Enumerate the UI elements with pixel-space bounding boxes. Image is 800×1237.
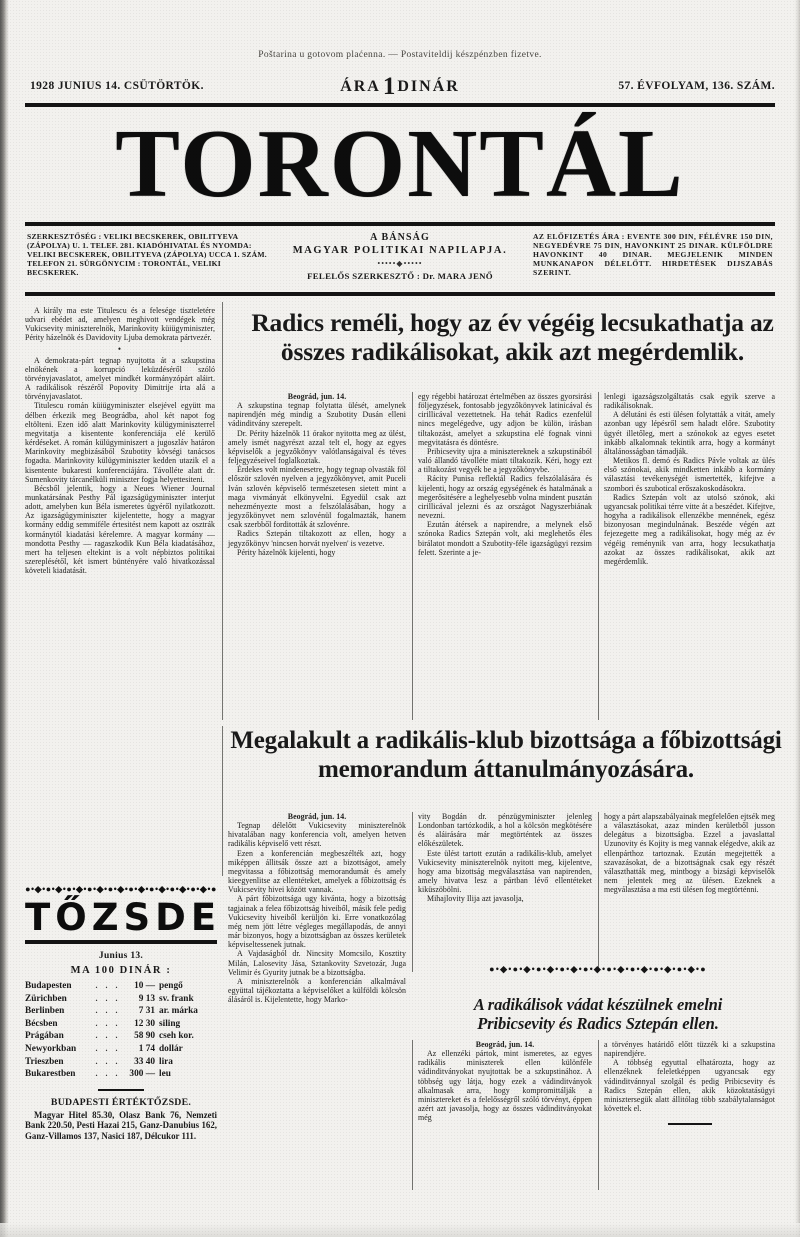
table-row bbox=[25, 1030, 217, 1043]
column-rule-7 bbox=[598, 1040, 599, 1190]
paragraph: egy régebbi határozat értelmében az összes gyorsirási följegyzések, fontosabb jegyzőkönyvek latinicával és cirillicával vezettetnek. Ha tehát Radics ezenfelül nincs megelégedve, ugy adjon be külön, irásban tiltakozást, amelyet a szkupstina elé fognak vinni megvitatásra és döntésre. bbox=[418, 392, 592, 447]
tozsde-title: TŐZSDE bbox=[25, 896, 222, 939]
paragraph: A király ma este Titulescu és a felesége tiszteletére udvari ebédet ad, amelyen meghivott vendégek még Vukicsevity miniszterelnök, Marinkovity küiügyminiszter, Périty házelnök és Davidovity Ljuba demokrata pártvezér. bbox=[25, 306, 215, 343]
paragraph: Rácity Punisa reflektál Radics felszólalására és kijelenti, hogy az ország egységének és hatalmának a megerősitésére a leghelyesebb volna mindent pusztán cirillicával jelezni és az országot Nagyszerbiának nevezni. bbox=[418, 474, 592, 521]
fx-leader-dots: . . . bbox=[95, 993, 121, 1003]
table-row bbox=[25, 993, 217, 1006]
fx-city: Budapesten bbox=[25, 981, 72, 991]
fx-value: 1 74 bbox=[138, 1043, 155, 1054]
ornament-divider: •••••◆••••• bbox=[377, 259, 423, 268]
masthead-info-bar bbox=[25, 232, 775, 288]
fx-city: Bukarestben bbox=[25, 1069, 76, 1080]
column-rule-1 bbox=[222, 302, 223, 720]
paragraph: Périty házelnök kijelenti, hogy bbox=[237, 547, 336, 557]
paragraph: Mihajlovity Ilija azt javasolja, bbox=[427, 894, 524, 904]
tozsde-subtitle: MA 100 DINÁR : bbox=[70, 965, 172, 976]
fx-leader-dots: . . . bbox=[95, 1031, 121, 1041]
article-second-column-2 bbox=[228, 812, 406, 1004]
paragraph: Radics Sztepán volt az utolsó szónok, aki ugyancsak politikai térre vitte át a beszédet. Kifejtve, hogyha a radikálisok ellenzékbe mennének, egész bizonyosan megindulnának. Beszéde végén azt fejezegette meg a radikálisokat, hogy még az év végéig reménynik van arra, hogy lecsukathatja azokat az összes radikálisokat, akik azt megérdemlik. bbox=[604, 492, 775, 566]
paragraph: Radics Sztepán tiltakozott az ellen, hogy a jegyzőkönyv 'nincsen horvát nyelven' is vezetve. bbox=[228, 529, 406, 548]
paragraph: A többség egyuttal elhatározta, hogy az ellenzéknek feleletképpen ugyancsak egy vádinditvánnyal szolgál és pedig Pribicsevity és Radics Sztepán ellen, akik közoktatásügyi minisztersegük alatt állitólag több szabálytalanságot követtek el. bbox=[604, 1058, 775, 1114]
fx-value: 9 13 bbox=[138, 993, 155, 1004]
fx-city: Bécsben bbox=[25, 1018, 58, 1029]
paragraph: A Vajdaságból dr. Nincsity Momcsilo, Kosztity Milán, Lalosevity Jása, Sztankovity Szvetozár, Juga Velimir és Gyurity jutnak be a bizottságba. bbox=[228, 949, 406, 977]
column-rule-3 bbox=[598, 392, 599, 720]
fx-currency: siling bbox=[159, 1018, 181, 1029]
fx-city: Trieszben bbox=[25, 1056, 64, 1067]
section-divider-rule bbox=[98, 1089, 144, 1091]
article-second-column-4 bbox=[604, 812, 775, 894]
price-value: 1 bbox=[382, 73, 396, 100]
paragraph: Pribicsevity ujra a minisztereknek a szkupstinából való állandó távolléte miatt tiltakozik. Kéri, hogy ezt a tiltakozást vegyék be a jegyzőkönyvbe. bbox=[418, 446, 592, 475]
editorial-office-info: SZERKESZTŐSÉG : VELIKI BECSKEREK, OBILITYEVA (ZÁPOLYA) U. 1. TELEF. 281. KIADÓHIVATAL ÉS NYOMDA: VELIKI BECSKEREK, OBILITYEVA (ZÁPOLYA) UCCA 1. SZÁM. TELEFON 21. SÜRGÖNYCIM : TORONTÁL, VELIKI BECSKEREK. bbox=[27, 232, 267, 278]
tozsde-underline bbox=[25, 940, 217, 944]
paragraph: hogy a párt alapszabályainak megfelelően ejtsék meg a választásokat, azaz minden kerületből jusson delegátus a bizottságba. Ezzel a javaslattal Uzunovity és Kojity is meg vannak elégedve, akik az ellenpárthoz tartoznak. Ezután megejtették a szavazásokat, de a bizottságnak csak egy részét választhatták meg, mintbogy a bizsági képviselők nem jelentek meg az ülésen. Ezeknek a megválasztása a ma esti ülésen fog megtörténni. bbox=[604, 812, 775, 895]
subtitle-line-2: MAGYAR POLITIKAI NAPILAPJA. bbox=[292, 245, 508, 256]
tozsde-ornament-rule: ●•◆•●•◆•●•◆•●•◆•●•◆•●•◆•●•◆•●•◆•●•◆•● bbox=[25, 884, 217, 894]
paragraph: Tegnap délelőtt Vukicsevity miniszterelnök hivatalában nagy konferencia volt, amelyen hetven radikális képviselő vett részt. bbox=[228, 821, 406, 849]
column-1-upper bbox=[25, 306, 215, 575]
paragraph: Ezen a konferencián megbeszélték azt, hogy miképpen állitsák össze azt a bizottságot, amely megvitassa a főbizottság memorandumát és amely kieegyenlitse az ellentéteket, amelyek a főbizottság és Vukicsevity hivei között vannak. bbox=[228, 848, 406, 895]
paragraph: A demokrata-párt tegnap nyujtotta át a szkupstina elnökének a korrupció leküzdéséről szóló törvényjavaslatot, amelyet mindkét kormányzópárt aláirt. A radikálisok részéről Popovity Dimitrije irta alá a törvényjavaslatot. bbox=[25, 355, 215, 402]
price-label-post: DINÁR bbox=[397, 78, 460, 95]
headline-third-line-2: Pribicsevity és Radics Sztepán ellen. bbox=[477, 1014, 719, 1033]
column-rule-2 bbox=[412, 392, 413, 720]
newspaper-title: TORONTÁL bbox=[115, 110, 685, 217]
fx-currency: cseh kor. bbox=[159, 1031, 194, 1042]
fx-currency: leu bbox=[159, 1069, 171, 1080]
paragraph: Ezután átérsek a napirendre, a melynek első szónoka Radics Sztepán volt, aki meglehetős éles birálatot mondott a Szubotity-féle igazságügyi rezsim felett. Szerinte a je- bbox=[418, 520, 592, 557]
fx-city: Zürichben bbox=[25, 993, 67, 1004]
fx-leader-dots: . . . bbox=[95, 981, 121, 990]
fx-city: Prágában bbox=[25, 1031, 64, 1042]
article-second-column-3 bbox=[418, 812, 592, 904]
fx-currency: lira bbox=[159, 1056, 173, 1067]
fx-value: 12 30 bbox=[134, 1018, 155, 1029]
budapest-exchange-title: BUDAPESTI ÉRTÉKTŐZSDE. bbox=[50, 1096, 192, 1108]
paragraph: Az ellenzéki pártok, mint ismeretes, az egyes radikális miniszterek ellen különféle vádinditványokat nyujtottak be a szkupstinához. A többség ugy látja, hogy ezek a vádinditványok alkalmasak arra, hogy kompromittálják a minisztereket és a felelősségről szóló törvényt, éppen azért azt javasolja, hogy az összes vádinditványokat még bbox=[418, 1049, 592, 1123]
fx-leader-dots: . . . bbox=[95, 1056, 121, 1066]
table-row bbox=[25, 1005, 217, 1018]
article-main-column-2 bbox=[228, 392, 406, 557]
column-rule-8 bbox=[412, 1040, 413, 1190]
fx-city: Berlinben bbox=[25, 1006, 65, 1017]
dateline: Beográd, jun. 14. bbox=[287, 812, 347, 821]
scan-edge-bottom bbox=[0, 1223, 800, 1237]
scan-edge-right bbox=[794, 0, 800, 1237]
postal-notice: Poštarina u gotovom plaćenna. — Postaviteldij készpénzben fizetve. bbox=[258, 50, 542, 60]
fx-leader-dots: . . . bbox=[95, 1043, 121, 1053]
fx-currency: ar. márka bbox=[159, 1006, 198, 1017]
paragraph: Érdekes volt mindenesetre, hogy tegnap olvasták föl először szlovén nyelven a jegyzőkönyvet, amit Puceli Iván szlovén képviselő természetesen sietett mint a maga vivmányát elkönyvelni. Egyedül csak azt nehezményezte most a felszólalásában, hogy a jegyzőkönyvet nem szlovénül fogalmazták, hanem csak szerbből forditották át szlovénre. bbox=[228, 465, 406, 530]
masthead bbox=[25, 108, 775, 220]
article-third-column-4 bbox=[604, 1040, 775, 1125]
paragraph: Titulescu román küiügyminiszter elsejével együtt ma délben érkezik meg Beográdba, ahol két napot fog eltölteni. Ezen idő alatt Marinkovity külügyminiszterrel megvitatja a kisentente konferenciája elé kerülő kérdéseket. A román külügyminiszert a jugoszláv határon Marinkovity megbizásából Szubotity kövségi tanácsos fogadta. Marinkovity külügyminiszter kedden utazik el a kisentente bukaresti konferenciájára. Távolléte alatt dr. Sumenkovity tárcanélküli miniszter fogja helyettesiteni. bbox=[25, 401, 215, 484]
tozsde-date: Junius 13. bbox=[98, 951, 144, 961]
fx-currency: dollár bbox=[159, 1043, 183, 1054]
masthead-dateline-row bbox=[25, 73, 775, 102]
paragraph: A délutáni és esti ülésen folytatták a vitát, amely azonban ugy lépésről sem haladt előre. Szubotity ügyét illetőleg, mert a szónokok az egyes esetet inkább alkalomnak tekintik arra, hogy a kormányt általánosságban támadják. bbox=[604, 410, 775, 456]
paper-subtitle-block bbox=[280, 232, 520, 282]
paragraph: a törvényes határidő előtt tüzzék ki a szkupstina napirendjére. bbox=[604, 1040, 775, 1059]
masthead-top-rule bbox=[25, 103, 775, 107]
headline-third-line-1: A radikálisok vádat készülnek emelni bbox=[473, 995, 723, 1014]
issue-date: 1928 JUNIUS 14. CSÜTÖRTÖK. bbox=[30, 80, 204, 92]
fx-city: Newyorkban bbox=[25, 1043, 77, 1054]
column-rule-5 bbox=[412, 812, 413, 972]
subscription-price-info: AZ ELŐFIZETÉS ÁRA : EVENTE 300 DIN, FÉLÉVRE 150 DIN, NEGYEDÉVRE 75 DIN, HAVONKINT 25 DINAR. KÜLFÖLDRE HAVONKINT 40 DINAR. MEGJELENIK MINDEN MUNKANAPON DÉLELŐTT. HIRDETÉSEK DIJSZABÁS SZERINT. bbox=[533, 232, 773, 278]
paragraph: A párt főbizottsága ugy kivánta, hogy a bizottság tagjainak a felea főbizottság hiveiből, másik fele pedig Vukicsevity hiveiből kerüljön ki. Erre vonatkozólag még nem jött létre végleges megállapodás, de annyi már bizonyos, hogy a bizottságban az összes kerületek képviseltessenek jutnak. bbox=[228, 894, 406, 950]
fx-value: 10 — bbox=[134, 981, 155, 991]
fx-value: 58 90 bbox=[134, 1031, 155, 1042]
ornament-rule-third-article: ●•◆•●•◆•●•◆•●•◆•●•◆•●•◆•●•◆•●•◆•●•◆•● bbox=[489, 964, 707, 974]
paragraph: vity Bogdán dr. pénzügyminiszter jelenleg Londonban tartózkodik, a hol a kölcsön megkötésére és aláirására már megtörténtek az összes előkészületek. bbox=[418, 812, 592, 849]
column-rule-6 bbox=[598, 812, 599, 972]
paragraph: A miniszterelnök a konferencián alkalmával együttal tájékoztatta a képviselőket a külföldi kölcsön álásáról is. Kijelentette, hogy Marko- bbox=[228, 976, 406, 1005]
column-rule-4 bbox=[222, 726, 223, 876]
fx-value: 300 — bbox=[129, 1069, 155, 1080]
fx-value: 7 31 bbox=[138, 1006, 155, 1017]
currency-rate-table bbox=[25, 980, 217, 1081]
paragraph: Este ülést tartott ezután a radikális-klub, amelyet Vukicsevity miniszterelnök nyitott meg, kijelentve, hogy ama bizottság megválasztása van napirenden, amely hivatva lesz a pártban lévő ellentéteket kiküszöbölni. bbox=[418, 848, 592, 895]
paragraph-separator: • bbox=[117, 343, 123, 354]
infobar-bottom-rule bbox=[25, 292, 775, 296]
table-row bbox=[25, 1043, 217, 1056]
paragraph: A szkupstina tegnap folytatta ülését, amelynek napirendjén még mindig a Szubotity Dusán elleni vádinditvány szerepelt. bbox=[228, 401, 406, 429]
issue-number: 57. ÉVFOLYAM, 136. SZÁM. bbox=[618, 80, 775, 92]
scan-edge-left bbox=[0, 0, 9, 1237]
masthead-bottom-rule bbox=[25, 222, 775, 226]
article-main-column-4 bbox=[604, 392, 775, 566]
price-label-pre: ÁRA bbox=[340, 78, 381, 95]
article-third-column-3 bbox=[418, 1040, 592, 1122]
dateline: Beográd, jun. 14. bbox=[287, 392, 347, 401]
headline-main: Radics reméli, hogy az év végéig lecsukathatja az összes radikálisokat, akik azt megérdemlik. bbox=[251, 308, 774, 366]
table-row bbox=[25, 1056, 217, 1069]
paragraph: Metikos fl. demó és Radics Pávle voltak az ülés első szónokai, akik mindketten inkább a kormány választási tevékenységét ismertették, kifejtve a szombori és szubotical erőszakoskodásokra. bbox=[604, 456, 775, 493]
subtitle-line-1: A BÁNSÁG bbox=[370, 232, 430, 243]
fx-leader-dots: . . . bbox=[95, 1006, 121, 1016]
budapest-exchange-quotes: Magyar Hitel 85.30, Olasz Bank 76, Nemzeti Bank 220.50, Pesti Hazai 215, Ganz-Danubius 162, Ganz-Villamos 137, Nasici 187, Délcukor 111. bbox=[25, 1109, 217, 1141]
fx-value: 33 40 bbox=[134, 1056, 155, 1067]
stock-exchange-box bbox=[25, 884, 222, 1142]
fx-currency: pengő bbox=[159, 981, 183, 991]
fx-currency: sv. frank bbox=[159, 993, 194, 1004]
editor-in-chief: FELELŐS SZERKESZTŐ : Dr. MARA JENŐ bbox=[307, 271, 493, 281]
table-row bbox=[25, 1068, 217, 1081]
paragraph: lenlegi igazságszolgáltatás csak egyik szerve a radikálisoknak. bbox=[604, 392, 775, 411]
article-end-rule bbox=[668, 1123, 712, 1125]
article-main-column-3 bbox=[418, 392, 592, 557]
paragraph: Bécsből jelentik, hogy a Neues Wiener Journal munkatársának Pesthy Pál igazságügyminiszter interjut adott, amelyben kun Béla ismeretes ügyéről nyilatkozott. Az igazságügyminiszter kijelentette, hogy a magyar kormány eddig semmiféle értesitést nem kapott az osztrák kormánytól kiadatási kérelemre. A magyar kormány — mondotta Pesthy — ragaszkodik Kun Béla kiadatásához, mert ha teljesen eltekint is a volt népbiztos politikai szereplésétől, két ismert büntényére való hivatkozással követeli kiadatását. bbox=[25, 483, 215, 576]
headline-second: Megalakult a radikális-klub bizottsága a főbizottsági memorandum áttanulmányozására. bbox=[230, 727, 782, 783]
paragraph: Dr. Périty házelnök 11 órakor nyitotta meg az ülést, amely ismét nagyrészt azzal telt el, hogy az egyes képviselők a jegyzőkönyv valótlanságaival és téves feljegyzéseivel foglalkoztak. bbox=[228, 428, 406, 466]
dateline: Beográd, jun. 14. bbox=[475, 1040, 535, 1049]
fx-leader-dots: . . . bbox=[95, 1018, 121, 1028]
table-row bbox=[25, 1018, 217, 1031]
fx-leader-dots: . . . bbox=[95, 1069, 121, 1079]
table-row bbox=[25, 980, 217, 993]
